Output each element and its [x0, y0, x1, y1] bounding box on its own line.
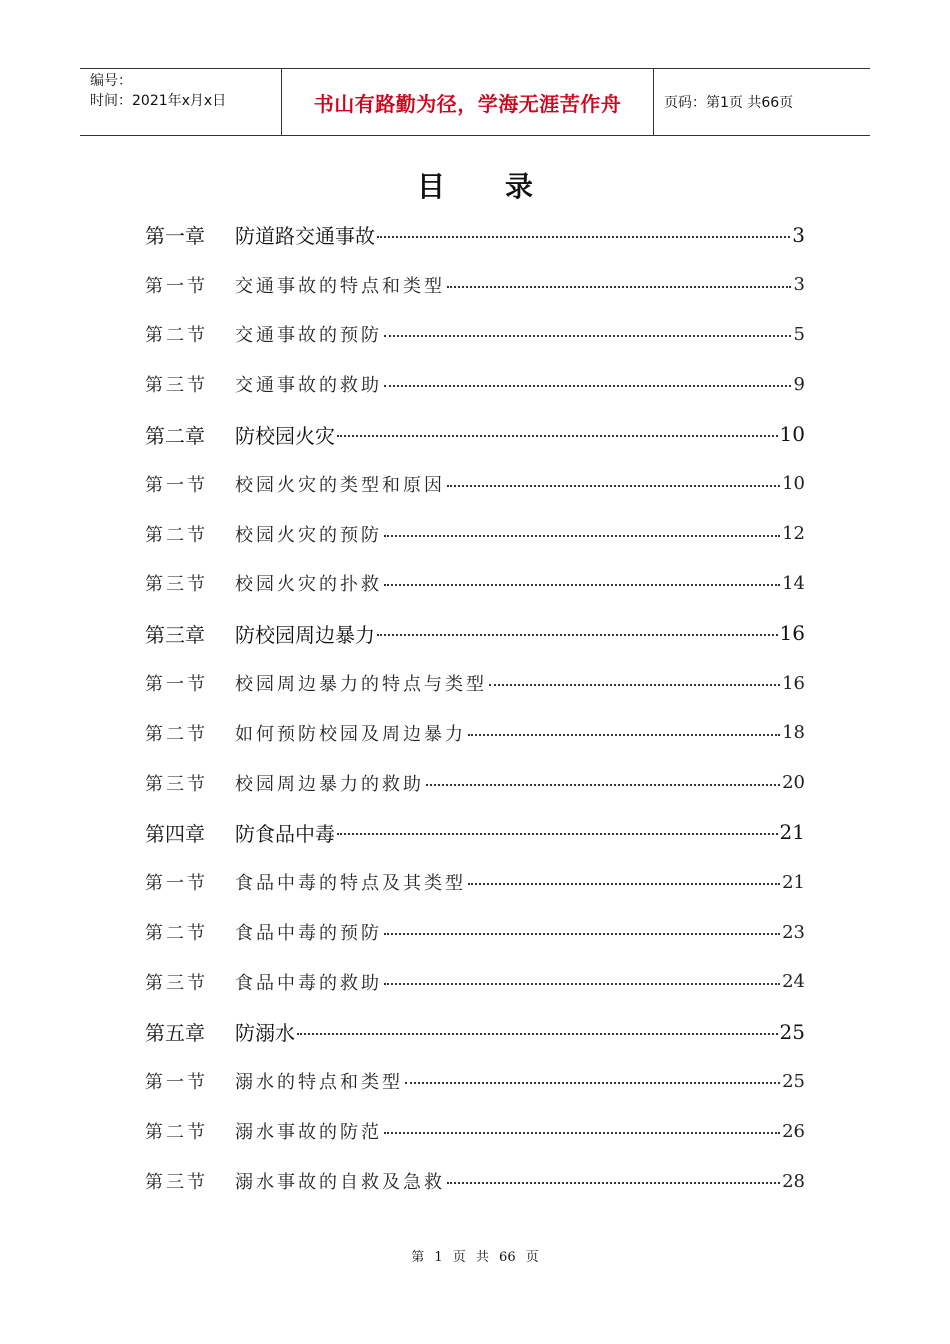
- toc-entry-page: 3: [793, 274, 805, 296]
- toc-entry-page: 25: [779, 1019, 805, 1044]
- toc-entry-title: 防溺水: [235, 1021, 295, 1046]
- header-page-info: 页码：第1页 共66页: [664, 95, 794, 111]
- toc-entry-number: 第一节: [145, 1072, 208, 1094]
- toc-section-entry[interactable]: [145, 857, 805, 907]
- header-motto: 书山有路勤为径，学海无涯苦作舟: [282, 69, 654, 135]
- header-meta: [80, 69, 282, 135]
- toc-entry-page: 5: [793, 323, 805, 345]
- toc-entry-title: 食品中毒的预防: [235, 923, 382, 945]
- toc-chapter-entry[interactable]: [145, 409, 805, 459]
- toc-entry-number: 第二节: [145, 524, 208, 546]
- toc-section-entry[interactable]: [145, 1156, 805, 1206]
- toc-dot-leader: [468, 883, 780, 885]
- time-label: 时间：2021年x月x日: [90, 93, 227, 109]
- toc-section-entry[interactable]: [145, 509, 805, 559]
- toc-entry-page: 9: [793, 373, 805, 395]
- toc-dot-leader: [426, 784, 780, 786]
- toc-entry-page: 23: [782, 921, 805, 943]
- toc-entry-number: 第二节: [145, 923, 208, 945]
- toc-entry-title: 溺水事故的防范: [235, 1122, 382, 1144]
- toc-entry-title: 校园火灾的预防: [235, 524, 382, 546]
- toc-entry-title: 防食品中毒: [235, 821, 335, 846]
- toc-dot-leader: [337, 833, 778, 835]
- toc-entry-page: 16: [779, 621, 805, 646]
- toc-section-entry[interactable]: [145, 708, 805, 758]
- toc-dot-leader: [405, 1082, 780, 1084]
- toc-entry-number: 第三节: [145, 574, 208, 596]
- toc-chapter-entry[interactable]: [145, 808, 805, 858]
- toc-dot-leader: [384, 1132, 780, 1134]
- toc-entry-title: 防道路交通事故: [235, 224, 375, 249]
- toc-entry-number: 第三节: [145, 1172, 208, 1194]
- toc-dot-leader: [384, 335, 791, 337]
- toc-entry-page: 20: [782, 772, 805, 794]
- toc-dot-leader: [384, 584, 780, 586]
- toc-entry-page: 21: [779, 820, 805, 845]
- toc-entry-page: 18: [782, 722, 805, 744]
- toc-entry-number: 第一节: [145, 474, 208, 496]
- toc-entry-title: 交通事故的预防: [235, 325, 382, 347]
- toc-chapter-entry[interactable]: [145, 210, 805, 260]
- document-header: [80, 68, 870, 136]
- toc-entry-number: 第二节: [145, 325, 208, 347]
- toc-dot-leader: [297, 1033, 778, 1035]
- toc-section-entry[interactable]: [145, 310, 805, 360]
- page-title: 目录: [416, 170, 593, 203]
- toc-entry-title: 校园周边暴力的特点与类型: [235, 674, 487, 696]
- toc-entry-number: 第一章: [145, 224, 205, 249]
- toc-entry-title: 如何预防校园及周边暴力: [235, 723, 466, 745]
- toc-entry-title: 交通事故的救助: [235, 375, 382, 397]
- toc-entry-number: 第三章: [145, 622, 205, 647]
- toc-section-entry[interactable]: [145, 1106, 805, 1156]
- toc-dot-leader: [377, 236, 790, 238]
- toc-dot-leader: [337, 435, 778, 437]
- toc-entry-title: 校园周边暴力的救助: [235, 773, 424, 795]
- toc-entry-page: 21: [782, 871, 805, 893]
- toc-entry-page: 3: [792, 222, 805, 247]
- toc-dot-leader: [447, 485, 780, 487]
- toc-entry-title: 校园火灾的类型和原因: [235, 474, 445, 496]
- number-label: 编号：: [90, 73, 132, 89]
- toc-entry-page: 26: [782, 1120, 805, 1142]
- toc-section-entry[interactable]: [145, 758, 805, 808]
- toc-dot-leader: [447, 1182, 780, 1184]
- toc-entry-number: 第三节: [145, 972, 208, 994]
- toc-entry-title: 防校园周边暴力: [235, 622, 375, 647]
- toc-entry-page: 25: [782, 1070, 805, 1092]
- toc-entry-number: 第二章: [145, 423, 205, 448]
- toc-dot-leader: [384, 385, 791, 387]
- toc-section-entry[interactable]: [145, 459, 805, 509]
- toc-entry-number: 第三节: [145, 773, 208, 795]
- toc-dot-leader: [468, 734, 780, 736]
- toc-section-entry[interactable]: [145, 260, 805, 310]
- toc-entry-number: 第一节: [145, 873, 208, 895]
- toc-dot-leader: [377, 634, 778, 636]
- toc-dot-leader: [384, 933, 780, 935]
- toc-entry-title: 防校园火灾: [235, 423, 335, 448]
- toc-entry-page: 14: [782, 572, 805, 594]
- toc-entry-number: 第三节: [145, 375, 208, 397]
- toc-entry-title: 交通事故的特点和类型: [235, 275, 445, 297]
- toc-entry-page: 16: [782, 672, 805, 694]
- toc-section-entry[interactable]: [145, 359, 805, 409]
- toc-entry-title: 溺水事故的自救及急救: [235, 1172, 445, 1194]
- toc-section-entry[interactable]: [145, 658, 805, 708]
- toc-section-entry[interactable]: [145, 957, 805, 1007]
- toc-section-entry[interactable]: [145, 559, 805, 609]
- toc-entry-title: 溺水的特点和类型: [235, 1072, 403, 1094]
- toc-dot-leader: [384, 983, 780, 985]
- toc-entry-number: 第四章: [145, 821, 205, 846]
- toc-dot-leader: [447, 286, 791, 288]
- toc-section-entry[interactable]: [145, 907, 805, 957]
- toc-entry-number: 第五章: [145, 1021, 205, 1046]
- toc-chapter-entry[interactable]: [145, 608, 805, 658]
- toc-entry-number: 第二节: [145, 1122, 208, 1144]
- page-footer: 第 1 页 共 66 页: [411, 1250, 539, 1265]
- toc-entry-page: 10: [782, 473, 805, 495]
- toc-entry-title: 食品中毒的救助: [235, 972, 382, 994]
- toc-entry-title: 食品中毒的特点及其类型: [235, 873, 466, 895]
- toc-entry-page: 28: [782, 1170, 805, 1192]
- toc-dot-leader: [489, 684, 780, 686]
- toc-entry-number: 第二节: [145, 723, 208, 745]
- toc-dot-leader: [384, 535, 780, 537]
- toc-entry-page: 12: [782, 523, 805, 545]
- toc-entry-number: 第一节: [145, 674, 208, 696]
- toc-chapter-entry[interactable]: [145, 1007, 805, 1057]
- toc-entry-number: 第一节: [145, 275, 208, 297]
- toc-entry-title: 校园火灾的扑救: [235, 574, 382, 596]
- table-of-contents: [145, 210, 805, 1206]
- toc-entry-page: 10: [779, 422, 805, 447]
- toc-entry-page: 24: [782, 971, 805, 993]
- toc-section-entry[interactable]: [145, 1057, 805, 1107]
